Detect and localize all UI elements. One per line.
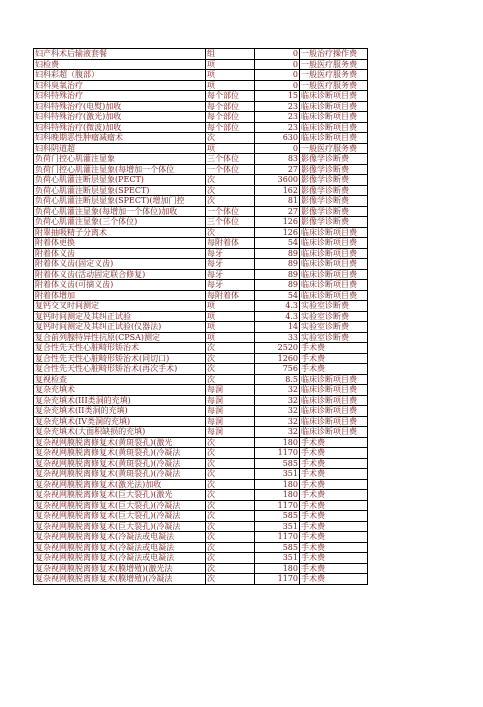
cell-price[interactable]: 180 [255, 479, 300, 490]
cell-item-name[interactable]: 复视检查 [34, 374, 206, 385]
table-row [34, 143, 368, 154]
cell-item-name[interactable]: 妇科彩超（腹部） [34, 70, 206, 81]
table-row [34, 458, 368, 469]
cell-price[interactable]: 4.3 [255, 311, 300, 322]
table-row [34, 343, 368, 354]
table-row [34, 479, 368, 490]
cell-price[interactable]: 89 [255, 269, 300, 280]
table-row [34, 469, 368, 480]
cell-category[interactable]: 影像学诊断费 [300, 154, 368, 165]
cell-unit[interactable]: 次 [206, 185, 255, 196]
cell-category[interactable]: 手术费 [300, 490, 368, 501]
cell-category[interactable]: 临床诊断项目费 [300, 406, 368, 417]
cell-unit[interactable]: 次 [206, 563, 255, 574]
cell-item-name[interactable]: 复钙时间测定及其纠正试验(仪器法) [34, 322, 206, 333]
table-row [34, 427, 368, 438]
cell-category[interactable]: 临床诊断项目费 [300, 101, 368, 112]
cell-unit[interactable]: 次 [206, 437, 255, 448]
cell-price[interactable]: 0 [255, 70, 300, 81]
cell-unit[interactable]: 次 [206, 364, 255, 375]
cell-category[interactable]: 临床诊断项目费 [300, 91, 368, 102]
cell-item-name[interactable]: 复杂视网膜脱离修复术(巨大裂孔)(冷凝法 [34, 500, 206, 511]
cell-price[interactable]: 180 [255, 437, 300, 448]
cell-price[interactable]: 1170 [255, 500, 300, 511]
cell-price[interactable]: 585 [255, 511, 300, 522]
cell-category[interactable]: 手术费 [300, 574, 368, 585]
cell-item-name[interactable]: 复杂视网膜脱离修复术(巨大裂孔)(激光 [34, 490, 206, 501]
cell-category[interactable]: 影像学诊断费 [300, 164, 368, 175]
cell-category[interactable]: 影像学诊断费 [300, 217, 368, 228]
cell-item-name[interactable]: 负荷心肌灌注断层显象(SPECT)(增加门控 [34, 196, 206, 207]
cell-price[interactable]: 351 [255, 469, 300, 480]
table-row [34, 553, 368, 564]
cell-category[interactable]: 一般医疗服务费 [300, 143, 368, 154]
cell-item-name[interactable]: 负荷门控心肌灌注显象(每增加一个体位 [34, 164, 206, 175]
cell-price[interactable]: 27 [255, 206, 300, 217]
table-row [34, 80, 368, 91]
cell-price[interactable]: 32 [255, 416, 300, 427]
table-row [34, 185, 368, 196]
cell-price[interactable]: 585 [255, 542, 300, 553]
cell-price[interactable]: 33 [255, 332, 300, 343]
cell-item-name[interactable]: 复杂视网膜脱离修复术(巨大裂孔)(冷凝法 [34, 521, 206, 532]
cell-unit[interactable]: 一个体位 [206, 164, 255, 175]
cell-price[interactable]: 15 [255, 91, 300, 102]
cell-category[interactable]: 手术费 [300, 469, 368, 480]
cell-price[interactable]: 180 [255, 563, 300, 574]
cell-price[interactable]: 23 [255, 101, 300, 112]
cell-unit[interactable]: 次 [206, 196, 255, 207]
cell-price[interactable]: 162 [255, 185, 300, 196]
cell-category[interactable]: 临床诊断项目费 [300, 385, 368, 396]
cell-price[interactable]: 4.3 [255, 301, 300, 312]
cell-item-name[interactable]: 复杂视网膜脱离修复术(黄斑裂孔)(冷凝法 [34, 469, 206, 480]
cell-unit[interactable]: 每附着体 [206, 238, 255, 249]
table-row [34, 280, 368, 291]
price-table [33, 48, 368, 585]
table-row [34, 122, 368, 133]
table-row [34, 490, 368, 501]
table-row [34, 364, 368, 375]
cell-category[interactable]: 临床诊断项目费 [300, 395, 368, 406]
cell-unit[interactable]: 每牙 [206, 269, 255, 280]
cell-price[interactable]: 54 [255, 290, 300, 301]
cell-unit[interactable]: 项 [206, 70, 255, 81]
cell-price[interactable]: 2520 [255, 343, 300, 354]
cell-unit[interactable]: 次 [206, 479, 255, 490]
cell-item-name[interactable]: 妇科特殊治疗 [34, 91, 206, 102]
table-row [34, 416, 368, 427]
cell-category[interactable]: 手术费 [300, 532, 368, 543]
cell-price[interactable]: 1170 [255, 574, 300, 585]
cell-unit[interactable]: 项 [206, 59, 255, 70]
cell-item-name[interactable]: 附睾抽吸精子分离术 [34, 227, 206, 238]
cell-unit[interactable]: 三个体位 [206, 217, 255, 228]
table-row [34, 500, 368, 511]
table-row [34, 301, 368, 312]
table-row [34, 259, 368, 270]
cell-category[interactable]: 影像学诊断费 [300, 175, 368, 186]
cell-price[interactable]: 32 [255, 385, 300, 396]
table-row [34, 227, 368, 238]
table-row [34, 542, 368, 553]
cell-price[interactable]: 351 [255, 553, 300, 564]
cell-item-name[interactable]: 复合前列腺特异性抗原(CPSA)测定 [34, 332, 206, 343]
table-row [34, 385, 368, 396]
cell-unit[interactable]: 项 [206, 332, 255, 343]
cell-category[interactable]: 临床诊断项目费 [300, 290, 368, 301]
cell-unit[interactable]: 每个部位 [206, 101, 255, 112]
cell-unit[interactable]: 次 [206, 469, 255, 480]
cell-item-name[interactable]: 复杂充填术(大面积缺损的充填) [34, 427, 206, 438]
cell-item-name[interactable]: 复杂视网膜脱离修复术(巨大裂孔)(冷凝法 [34, 511, 206, 522]
table-row [34, 311, 368, 322]
table-row [34, 49, 368, 60]
cell-item-name[interactable]: 复杂视网膜脱离修复术(膜增殖)(冷凝法 [34, 574, 206, 585]
cell-item-name[interactable]: 复杂视网膜脱离修复术(冷凝法或电凝法 [34, 542, 206, 553]
cell-price[interactable]: 126 [255, 217, 300, 228]
cell-price[interactable]: 126 [255, 227, 300, 238]
cell-unit[interactable]: 组 [206, 49, 255, 60]
table-row [34, 196, 368, 207]
cell-price[interactable]: 8.5 [255, 374, 300, 385]
cell-item-name[interactable]: 附着体义齿 [34, 248, 206, 259]
cell-item-name[interactable]: 复杂视网膜脱离修复术(膜增殖)(激光法 [34, 563, 206, 574]
cell-item-name[interactable]: 妇科特殊治疗(激光)加收 [34, 112, 206, 123]
cell-item-name[interactable]: 复杂视网膜脱离修复术(黄斑裂孔)(激光 [34, 437, 206, 448]
table-row [34, 91, 368, 102]
table-row [34, 448, 368, 459]
cell-category[interactable]: 一般医疗服务费 [300, 80, 368, 91]
cell-unit[interactable]: 次 [206, 500, 255, 511]
cell-category[interactable]: 手术费 [300, 437, 368, 448]
cell-category[interactable]: 一般医疗服务费 [300, 70, 368, 81]
table-row [34, 521, 368, 532]
cell-item-name[interactable]: 附着体义齿(可摘义齿) [34, 280, 206, 291]
cell-category[interactable]: 一般治疗操作费 [300, 49, 368, 60]
cell-price[interactable]: 0 [255, 80, 300, 91]
cell-category[interactable]: 临床诊断项目费 [300, 112, 368, 123]
cell-category[interactable]: 手术费 [300, 364, 368, 375]
cell-item-name[interactable]: 复钙时间测定及其纠正试验 [34, 311, 206, 322]
cell-price[interactable]: 27 [255, 164, 300, 175]
cell-category[interactable]: 影像学诊断费 [300, 206, 368, 217]
cell-unit[interactable]: 次 [206, 175, 255, 186]
cell-unit[interactable]: 三个体位 [206, 154, 255, 165]
cell-item-name[interactable]: 复杂充填术(III类洞的充填) [34, 395, 206, 406]
cell-category[interactable]: 一般医疗服务费 [300, 59, 368, 70]
cell-category[interactable]: 手术费 [300, 563, 368, 574]
cell-category[interactable]: 实验室诊断费 [300, 322, 368, 333]
cell-unit[interactable]: 次 [206, 458, 255, 469]
cell-price[interactable]: 89 [255, 248, 300, 259]
cell-item-name[interactable]: 附着体更换 [34, 238, 206, 249]
cell-price[interactable]: 585 [255, 458, 300, 469]
cell-unit[interactable]: 每牙 [206, 259, 255, 270]
cell-category[interactable]: 手术费 [300, 343, 368, 354]
table-row [34, 248, 368, 259]
cell-item-name[interactable]: 附着体增加 [34, 290, 206, 301]
cell-item-name[interactable]: 妇科特殊治疗(微波)加收 [34, 122, 206, 133]
cell-unit[interactable]: 每牙 [206, 280, 255, 291]
cell-category[interactable]: 临床诊断项目费 [300, 259, 368, 270]
cell-price[interactable]: 32 [255, 427, 300, 438]
table-row [34, 374, 368, 385]
cell-unit[interactable]: 一个体位 [206, 206, 255, 217]
cell-unit[interactable]: 每洞 [206, 385, 255, 396]
cell-unit[interactable]: 每个部位 [206, 122, 255, 133]
cell-item-name[interactable]: 复杂充填术(II类洞的充填) [34, 406, 206, 417]
table-row [34, 217, 368, 228]
table-row [34, 563, 368, 574]
cell-price[interactable]: 23 [255, 112, 300, 123]
cell-item-name[interactable]: 负荷心肌灌注显象(三个体位) [34, 217, 206, 228]
cell-category[interactable]: 临床诊断项目费 [300, 248, 368, 259]
cell-unit[interactable]: 次 [206, 553, 255, 564]
cell-item-name[interactable]: 复合性先天性心脏畸形矫治术 [34, 343, 206, 354]
cell-unit[interactable]: 每洞 [206, 427, 255, 438]
cell-price[interactable]: 89 [255, 259, 300, 270]
table-row [34, 154, 368, 165]
cell-price[interactable]: 3600 [255, 175, 300, 186]
cell-unit[interactable]: 项 [206, 322, 255, 333]
cell-price[interactable]: 351 [255, 521, 300, 532]
cell-category[interactable]: 临床诊断项目费 [300, 133, 368, 144]
cell-unit[interactable]: 次 [206, 511, 255, 522]
cell-price[interactable]: 81 [255, 196, 300, 207]
cell-item-name[interactable]: 妇科晚期恶性肿瘤减瘤术 [34, 133, 206, 144]
cell-unit[interactable]: 次 [206, 343, 255, 354]
table-row [34, 532, 368, 543]
cell-price[interactable]: 630 [255, 133, 300, 144]
cell-unit[interactable]: 每洞 [206, 395, 255, 406]
cell-category[interactable]: 临床诊断项目费 [300, 416, 368, 427]
table-row [34, 164, 368, 175]
table-row [34, 290, 368, 301]
cell-price[interactable]: 54 [255, 238, 300, 249]
price-sheet [33, 48, 367, 585]
cell-category[interactable]: 实验室诊断费 [300, 301, 368, 312]
cell-category[interactable]: 手术费 [300, 479, 368, 490]
table-row [34, 322, 368, 333]
cell-item-name[interactable]: 复杂视网膜脱离修复术(激光法)加收 [34, 479, 206, 490]
cell-unit[interactable]: 次 [206, 133, 255, 144]
cell-item-name[interactable]: 复合性先天性心脏畸形矫治术(再次手术) [34, 364, 206, 375]
table-row [34, 70, 368, 81]
cell-price[interactable]: 0 [255, 143, 300, 154]
cell-unit[interactable]: 次 [206, 490, 255, 501]
cell-category[interactable]: 临床诊断项目费 [300, 238, 368, 249]
cell-item-name[interactable]: 复杂充填术(IV类洞的充填) [34, 416, 206, 427]
cell-category[interactable]: 手术费 [300, 458, 368, 469]
cell-unit[interactable]: 次 [206, 227, 255, 238]
cell-category[interactable]: 手术费 [300, 353, 368, 364]
cell-category[interactable]: 手术费 [300, 553, 368, 564]
cell-category[interactable]: 临床诊断项目费 [300, 374, 368, 385]
table-row [34, 238, 368, 249]
cell-unit[interactable]: 项 [206, 80, 255, 91]
cell-unit[interactable]: 每洞 [206, 416, 255, 427]
cell-price[interactable]: 1170 [255, 532, 300, 543]
table-row [34, 574, 368, 585]
cell-category[interactable]: 实验室诊断费 [300, 311, 368, 322]
cell-unit[interactable]: 次 [206, 448, 255, 459]
cell-category[interactable]: 临床诊断项目费 [300, 269, 368, 280]
cell-item-name[interactable]: 妇检费 [34, 59, 206, 70]
table-row [34, 175, 368, 186]
table-row [34, 353, 368, 364]
cell-item-name[interactable]: 复杂充填术 [34, 385, 206, 396]
table-row [34, 269, 368, 280]
cell-category[interactable]: 临床诊断项目费 [300, 427, 368, 438]
cell-category[interactable]: 手术费 [300, 521, 368, 532]
cell-item-name[interactable]: 复合性先天性心脏畸形矫治术(同切口) [34, 353, 206, 364]
cell-price[interactable]: 14 [255, 322, 300, 333]
cell-item-name[interactable]: 妇产科术后输液套餐 [34, 49, 206, 60]
cell-category[interactable]: 手术费 [300, 500, 368, 511]
price-table-body [34, 49, 368, 585]
cell-unit[interactable]: 项 [206, 143, 255, 154]
cell-item-name[interactable]: 负荷心肌灌注断层显象(PECT) [34, 175, 206, 186]
cell-category[interactable]: 手术费 [300, 511, 368, 522]
cell-unit[interactable]: 次 [206, 521, 255, 532]
cell-price[interactable]: 89 [255, 280, 300, 291]
cell-unit[interactable]: 次 [206, 353, 255, 364]
cell-category[interactable]: 手术费 [300, 542, 368, 553]
cell-item-name[interactable]: 复杂视网膜脱离修复术(黄斑裂孔)(冷凝法 [34, 448, 206, 459]
cell-category[interactable]: 临床诊断项目费 [300, 280, 368, 291]
cell-price[interactable]: 180 [255, 490, 300, 501]
cell-item-name[interactable]: 复杂视网膜脱离修复术(冷凝法或电凝法 [34, 553, 206, 564]
cell-unit[interactable]: 次 [206, 532, 255, 543]
cell-item-name[interactable]: 附着体义齿(活动固定联合修复) [34, 269, 206, 280]
cell-price[interactable]: 0 [255, 59, 300, 70]
table-row [34, 437, 368, 448]
cell-item-name[interactable]: 负荷门控心肌灌注显象 [34, 154, 206, 165]
cell-price[interactable]: 32 [255, 406, 300, 417]
cell-unit[interactable]: 每个部位 [206, 112, 255, 123]
table-row [34, 511, 368, 522]
table-row [34, 406, 368, 417]
cell-price[interactable]: 1260 [255, 353, 300, 364]
cell-category[interactable]: 临床诊断项目费 [300, 227, 368, 238]
table-row [34, 206, 368, 217]
cell-unit[interactable]: 每附着体 [206, 290, 255, 301]
cell-item-name[interactable]: 复钙交叉时间测定 [34, 301, 206, 312]
cell-price[interactable]: 83 [255, 154, 300, 165]
cell-category[interactable]: 影像学诊断费 [300, 196, 368, 207]
table-row [34, 133, 368, 144]
cell-unit[interactable]: 项 [206, 301, 255, 312]
cell-unit[interactable]: 每牙 [206, 248, 255, 259]
cell-unit[interactable]: 次 [206, 374, 255, 385]
cell-price[interactable]: 756 [255, 364, 300, 375]
table-row [34, 59, 368, 70]
cell-unit[interactable]: 每个部位 [206, 91, 255, 102]
cell-item-name[interactable]: 妇科特殊治疗(电熨)加收 [34, 101, 206, 112]
cell-category[interactable]: 影像学诊断费 [300, 185, 368, 196]
cell-item-name[interactable]: 复杂视网膜脱离修复术(冷凝法或电凝法 [34, 532, 206, 543]
table-row [34, 112, 368, 123]
cell-unit[interactable]: 项 [206, 311, 255, 322]
table-row [34, 332, 368, 343]
cell-item-name[interactable]: 负荷心肌灌注显象(每增加一个体位)加收 [34, 206, 206, 217]
cell-price[interactable]: 1170 [255, 448, 300, 459]
cell-item-name[interactable]: 负荷心肌灌注断层显象(SPECT) [34, 185, 206, 196]
cell-category[interactable]: 临床诊断项目费 [300, 122, 368, 133]
cell-item-name[interactable]: 附着体义齿(固定义齿) [34, 259, 206, 270]
table-row [34, 101, 368, 112]
cell-price[interactable]: 23 [255, 122, 300, 133]
cell-item-name[interactable]: 妇科阴道超 [34, 143, 206, 154]
cell-unit[interactable]: 次 [206, 574, 255, 585]
cell-item-name[interactable]: 复杂视网膜脱离修复术(黄斑裂孔)(冷凝法 [34, 458, 206, 469]
cell-item-name[interactable]: 妇科臭氧治疗 [34, 80, 206, 91]
table-row [34, 395, 368, 406]
cell-unit[interactable]: 次 [206, 542, 255, 553]
cell-category[interactable]: 实验室诊断费 [300, 332, 368, 343]
cell-price[interactable]: 32 [255, 395, 300, 406]
cell-price[interactable]: 0 [255, 49, 300, 60]
cell-unit[interactable]: 每洞 [206, 406, 255, 417]
cell-category[interactable]: 手术费 [300, 448, 368, 459]
